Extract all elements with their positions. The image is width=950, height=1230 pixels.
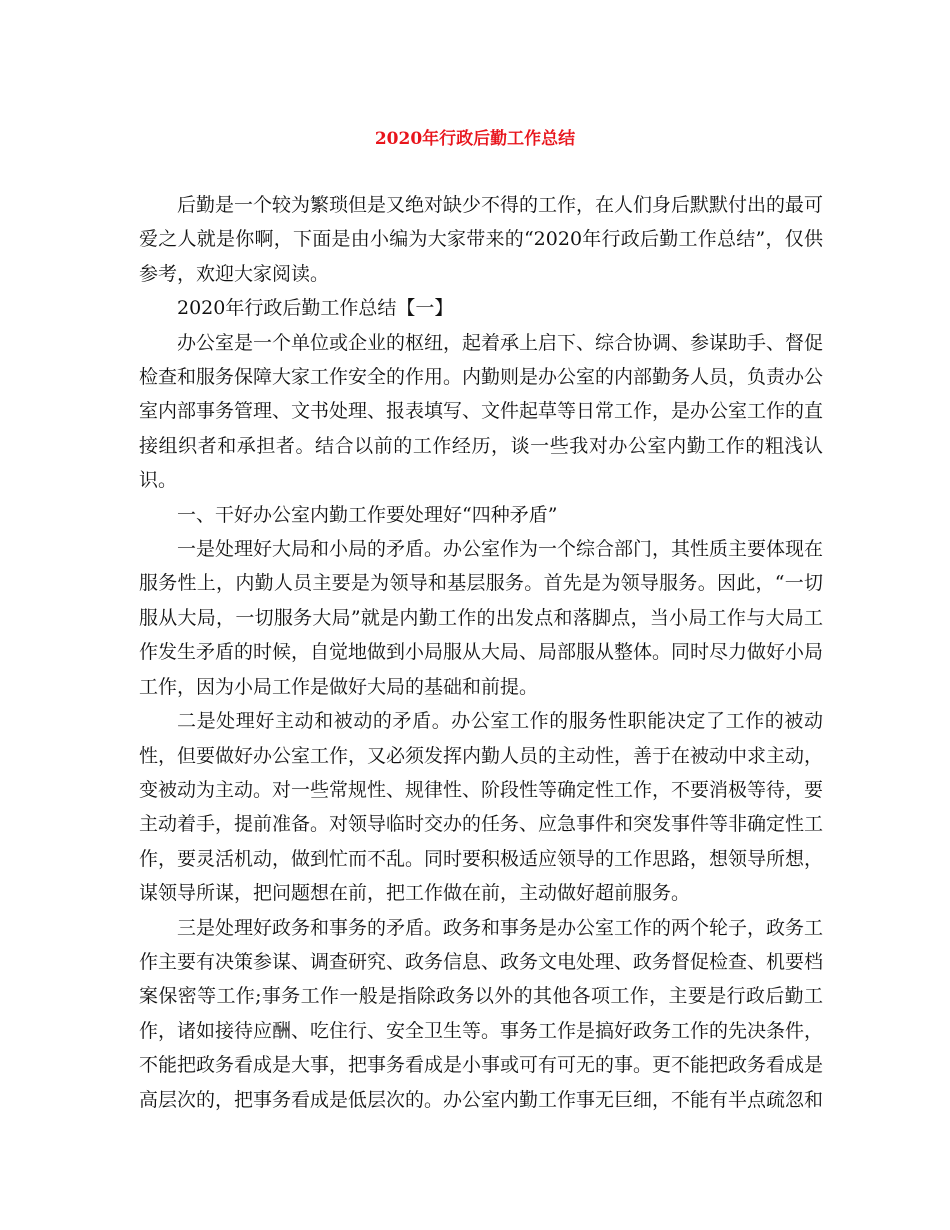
- body-paragraph: 一是处理好大局和小局的矛盾。办公室作为一个综合部门，其性质主要体现在服务性上，内勤人员主要是为领导和基层服务。首先是为领导服务。因此，“一切服从大局，一切服务大局”就是内勤工作的出发点和落脚点，当小局工作与大局工作发生矛盾的时候，自觉地做到小局服从大局、局部服从整体。同时尽力做好小局工作，因为小局工作是做好大局的基础和前提。: [139, 538, 824, 698]
- intro-paragraph: 后勤是一个较为繁琐但是又绝对缺少不得的工作，在人们身后默默付出的最可爱之人就是你啊，下面是由小编为大家带来的“2020年行政后勤工作总结”，仅供参考，欢迎大家阅读。: [139, 194, 824, 285]
- subsection-heading: 一、干好办公室内勤工作要处理好“四种矛盾”: [177, 503, 558, 526]
- document-title: 2020年行政后勤工作总结: [374, 129, 576, 149]
- document-body: [139, 188, 823, 1117]
- body-paragraph: 三是处理好政务和事务的矛盾。政务和事务是办公室工作的两个轮子，政务工作主要有决策参谋、调查研究、政务信息、政务文电处理、政务督促检查、机要档案保密等工作;事务工作一般是指除政务以外的其他各项工作，主要是行政后勤工作，诸如接待应酬、吃住行、安全卫生等。事务工作是搞好政务工作的先决条件，不能把政务看成是大事，把事务看成是小事或可有可无的事。更不能把政务看成是高层次的，把事务看成是低层次的。办公室内勤工作事无巨细，不能有半点疏忽和: [139, 916, 824, 1111]
- body-paragraph: 二是处理好主动和被动的矛盾。办公室工作的服务性职能决定了工作的被动性，但要做好办公室工作，又必须发挥内勤人员的主动性，善于在被动中求主动，变被动为主动。对一些常规性、规律性、阶段性等确定性工作，不要消极等待，要主动着手，提前准备。对领导临时交办的任务、应急事件和突发事件等非确定性工作，要灵活机动，做到忙而不乱。同时要积极适应领导的工作思路，想领导所想，谋领导所谋，把问题想在前，把工作做在前，主动做好超前服务。: [139, 710, 824, 905]
- body-paragraph: 办公室是一个单位或企业的枢纽，起着承上启下、综合协调、参谋助手、督促检查和服务保障大家工作安全的作用。内勤则是办公室的内部勤务人员，负责办公室内部事务管理、文书处理、报表填写、文件起草等日常工作，是办公室工作的直接组织者和承担者。结合以前的工作经历，谈一些我对办公室内勤工作的粗浅认识。: [139, 331, 824, 492]
- section-heading: 2020年行政后勤工作总结【一】: [177, 297, 454, 320]
